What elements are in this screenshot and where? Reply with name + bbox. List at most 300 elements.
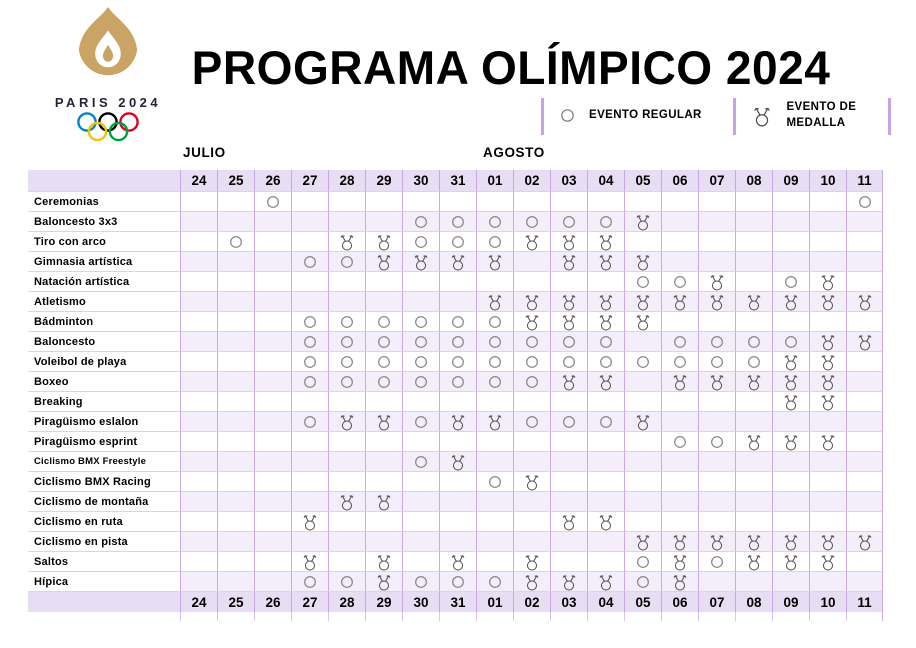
medal-event-icon: [635, 293, 651, 311]
schedule-cell: [772, 351, 809, 371]
schedule-cell: [587, 511, 624, 531]
schedule-cell: [772, 411, 809, 431]
schedule-cell: [439, 351, 476, 371]
grid-stub: [291, 612, 328, 621]
schedule-cell: [809, 371, 846, 391]
schedule-cell: [254, 331, 291, 351]
medal-event-icon: [487, 293, 503, 311]
schedule-cell: [772, 451, 809, 471]
schedule-cell: [698, 351, 735, 371]
schedule-cell: [180, 551, 217, 571]
regular-event-icon: [636, 575, 650, 589]
medal-event-icon: [672, 373, 688, 391]
regular-event-icon: [710, 435, 724, 449]
schedule-cell: [624, 191, 661, 211]
schedule-cell: [846, 311, 883, 331]
medal-event-icon: [598, 313, 614, 331]
schedule-cell: [402, 211, 439, 231]
schedule-cell: [624, 551, 661, 571]
medal-event-icon: [598, 573, 614, 591]
grid-stub: [550, 612, 587, 621]
date-footer-cell: 25: [217, 591, 254, 612]
schedule-cell: [402, 431, 439, 451]
schedule-cell: [661, 231, 698, 251]
legend-regular-label: EVENTO REGULAR: [589, 109, 702, 122]
grid-stub: [180, 612, 217, 621]
legend-divider: [888, 98, 891, 135]
schedule-cell: [217, 291, 254, 311]
date-footer-cell: 08: [735, 591, 772, 612]
schedule-cell: [550, 311, 587, 331]
schedule-cell: [846, 351, 883, 371]
schedule-cell: [476, 311, 513, 331]
regular-event-icon: [414, 575, 428, 589]
schedule-cell: [698, 371, 735, 391]
grid-stub: [28, 612, 180, 621]
schedule-cell: [476, 491, 513, 511]
schedule-cell: [661, 491, 698, 511]
schedule-cell: [550, 451, 587, 471]
schedule-cell: [254, 231, 291, 251]
schedule-cell: [180, 191, 217, 211]
date-footer-cell: 10: [809, 591, 846, 612]
regular-event-icon: [599, 215, 613, 229]
medal-event-icon: [857, 293, 873, 311]
schedule-cell: [254, 211, 291, 231]
regular-event-icon: [747, 335, 761, 349]
schedule-cell: [328, 551, 365, 571]
schedule-cell: [328, 451, 365, 471]
schedule-cell: [809, 271, 846, 291]
regular-event-icon: [451, 235, 465, 249]
regular-event-icon: [414, 335, 428, 349]
schedule-cell: [513, 311, 550, 331]
schedule-cell: [402, 351, 439, 371]
schedule-cell: [180, 491, 217, 511]
schedule-cell: [846, 271, 883, 291]
medal-event-icon: [598, 513, 614, 531]
schedule-cell: [291, 251, 328, 271]
schedule-cell: [846, 531, 883, 551]
schedule-cell: [217, 391, 254, 411]
schedule-cell: [772, 431, 809, 451]
grid-stub: [328, 612, 365, 621]
schedule-cell: [402, 531, 439, 551]
schedule-cell: [809, 471, 846, 491]
schedule-cell: [550, 511, 587, 531]
regular-event-icon: [414, 355, 428, 369]
schedule-cell: [328, 531, 365, 551]
sport-label: Saltos: [28, 551, 180, 571]
schedule-cell: [624, 331, 661, 351]
schedule-cell: [513, 431, 550, 451]
schedule-cell: [254, 471, 291, 491]
schedule-cell: [328, 391, 365, 411]
schedule-cell: [291, 551, 328, 571]
medal-event-icon: [746, 433, 762, 451]
schedule-cell: [365, 391, 402, 411]
medal-event-icon: [752, 105, 772, 127]
sport-label: Ceremonias: [28, 191, 180, 211]
medal-event-icon: [487, 413, 503, 431]
schedule-cell: [809, 291, 846, 311]
schedule-cell: [698, 211, 735, 231]
schedule-cell: [846, 331, 883, 351]
schedule-cell: [180, 231, 217, 251]
sport-label: Ciclismo BMX Freestyle: [28, 451, 180, 471]
schedule-cell: [513, 291, 550, 311]
schedule-cell: [661, 291, 698, 311]
schedule-cell: [624, 211, 661, 231]
schedule-cell: [661, 571, 698, 591]
regular-event-icon: [673, 355, 687, 369]
regular-event-icon: [340, 335, 354, 349]
schedule-cell: [587, 191, 624, 211]
schedule-cell: [772, 231, 809, 251]
schedule-cell: [180, 511, 217, 531]
schedule-cell: [439, 451, 476, 471]
medal-event-icon: [561, 513, 577, 531]
footer-corner-cell: [28, 591, 180, 612]
schedule-cell: [735, 291, 772, 311]
regular-event-icon: [340, 575, 354, 589]
schedule-cell: [217, 471, 254, 491]
schedule-cell: [217, 511, 254, 531]
sport-label: Baloncesto: [28, 331, 180, 351]
schedule-cell: [365, 331, 402, 351]
regular-event-icon: [599, 335, 613, 349]
date-header-cell: 27: [291, 170, 328, 191]
legend: [541, 96, 891, 136]
date-footer-cell: 05: [624, 591, 661, 612]
schedule-cell: [217, 571, 254, 591]
date-header-cell: 11: [846, 170, 883, 191]
medal-event-icon: [524, 233, 540, 251]
schedule-cell: [550, 331, 587, 351]
date-footer-cell: 27: [291, 591, 328, 612]
schedule-cell: [772, 291, 809, 311]
schedule-cell: [735, 191, 772, 211]
date-footer-cell: 29: [365, 591, 402, 612]
medal-event-icon: [709, 533, 725, 551]
medal-event-icon: [746, 533, 762, 551]
regular-event-icon: [562, 335, 576, 349]
schedule-cell: [550, 251, 587, 271]
schedule-cell: [439, 251, 476, 271]
schedule-cell: [735, 391, 772, 411]
date-header-cell: 28: [328, 170, 365, 191]
regular-event-icon: [377, 335, 391, 349]
medal-event-icon: [820, 373, 836, 391]
schedule-cell: [735, 551, 772, 571]
month-august-label: AGOSTO: [483, 145, 545, 160]
date-header-cell: 24: [180, 170, 217, 191]
regular-event-icon: [377, 355, 391, 369]
medal-event-icon: [376, 573, 392, 591]
schedule-cell: [661, 311, 698, 331]
date-header-cell: 03: [550, 170, 587, 191]
medal-event-icon: [746, 373, 762, 391]
sport-label: Natación artística: [28, 271, 180, 291]
schedule-cell: [661, 411, 698, 431]
medal-event-icon: [376, 253, 392, 271]
schedule-cell: [402, 291, 439, 311]
schedule-cell: [735, 351, 772, 371]
medal-event-icon: [561, 573, 577, 591]
schedule-cell: [661, 551, 698, 571]
sport-label: Ciclismo en pista: [28, 531, 180, 551]
regular-event-icon: [303, 335, 317, 349]
schedule-cell: [809, 311, 846, 331]
schedule-cell: [365, 311, 402, 331]
date-header-cell: 29: [365, 170, 402, 191]
schedule-cell: [809, 331, 846, 351]
schedule-cell: [476, 431, 513, 451]
medal-event-icon: [598, 293, 614, 311]
schedule-cell: [809, 451, 846, 471]
date-footer-cell: 07: [698, 591, 735, 612]
schedule-cell: [624, 391, 661, 411]
regular-event-icon: [488, 315, 502, 329]
schedule-cell: [291, 391, 328, 411]
grid-stub: [439, 612, 476, 621]
logo-wordmark: PARIS 2024: [54, 95, 162, 110]
regular-event-icon: [488, 335, 502, 349]
schedule-cell: [217, 311, 254, 331]
medal-event-icon: [783, 373, 799, 391]
medal-event-icon: [450, 553, 466, 571]
schedule-cell: [217, 231, 254, 251]
legend-medal-label: EVENTO DE MEDALLA: [786, 101, 857, 129]
schedule-cell: [809, 531, 846, 551]
regular-event-icon: [303, 355, 317, 369]
schedule-cell: [402, 251, 439, 271]
schedule-cell: [735, 311, 772, 331]
schedule-cell: [809, 391, 846, 411]
date-footer-cell: 04: [587, 591, 624, 612]
regular-event-icon: [784, 335, 798, 349]
medal-event-icon: [672, 573, 688, 591]
regular-event-icon: [451, 375, 465, 389]
grid-stub: [846, 612, 883, 621]
schedule-cell: [624, 451, 661, 471]
regular-event-icon: [710, 555, 724, 569]
schedule-cell: [772, 571, 809, 591]
regular-event-icon: [303, 255, 317, 269]
medal-event-icon: [820, 293, 836, 311]
legend-regular-event: [544, 108, 733, 124]
schedule-cell: [365, 571, 402, 591]
regular-event-icon: [451, 335, 465, 349]
schedule-cell: [254, 251, 291, 271]
schedule-cell: [254, 451, 291, 471]
schedule-cell: [365, 431, 402, 451]
regular-event-icon: [636, 555, 650, 569]
grid-stub: [402, 612, 439, 621]
regular-event-icon: [340, 315, 354, 329]
regular-event-icon: [451, 215, 465, 229]
schedule-cell: [402, 411, 439, 431]
medal-event-icon: [783, 293, 799, 311]
schedule-cell: [698, 291, 735, 311]
schedule-cell: [661, 331, 698, 351]
sport-label: Hípica: [28, 571, 180, 591]
medal-event-icon: [709, 373, 725, 391]
month-row: [28, 145, 883, 163]
regular-event-icon: [488, 575, 502, 589]
schedule-cell: [698, 191, 735, 211]
schedule-cell: [217, 191, 254, 211]
schedule-cell: [402, 271, 439, 291]
schedule-cell: [809, 351, 846, 371]
schedule-cell: [809, 191, 846, 211]
schedule-cell: [328, 351, 365, 371]
schedule-cell: [291, 471, 328, 491]
schedule-cell: [772, 211, 809, 231]
schedule-cell: [328, 191, 365, 211]
schedule-cell: [439, 431, 476, 451]
schedule-cell: [180, 291, 217, 311]
schedule-cell: [180, 431, 217, 451]
schedule-cell: [661, 431, 698, 451]
sport-label: Bádminton: [28, 311, 180, 331]
schedule-cell: [439, 271, 476, 291]
date-footer-cell: 28: [328, 591, 365, 612]
regular-event-icon: [488, 235, 502, 249]
regular-event-icon: [784, 275, 798, 289]
schedule-cell: [180, 311, 217, 331]
schedule-cell: [365, 411, 402, 431]
medal-event-icon: [376, 233, 392, 251]
schedule-cell: [513, 571, 550, 591]
medal-event-icon: [672, 293, 688, 311]
medal-event-icon: [561, 373, 577, 391]
schedule-cell: [846, 291, 883, 311]
schedule-cell: [735, 271, 772, 291]
regular-event-icon: [525, 215, 539, 229]
medal-event-icon: [746, 293, 762, 311]
medal-event-icon: [339, 493, 355, 511]
schedule-cell: [402, 471, 439, 491]
schedule-cell: [217, 491, 254, 511]
medal-event-icon: [783, 433, 799, 451]
sport-label: Piragüismo esprint: [28, 431, 180, 451]
schedule-cell: [735, 251, 772, 271]
schedule-cell: [698, 251, 735, 271]
grid-stub: [624, 612, 661, 621]
schedule-cell: [439, 191, 476, 211]
medal-event-icon: [302, 553, 318, 571]
schedule-cell: [291, 511, 328, 531]
sport-label: Ciclismo en ruta: [28, 511, 180, 531]
schedule-cell: [328, 311, 365, 331]
sport-label: Baloncesto 3x3: [28, 211, 180, 231]
medal-event-icon: [561, 313, 577, 331]
schedule-cell: [624, 291, 661, 311]
schedule-cell: [513, 371, 550, 391]
medal-event-icon: [561, 233, 577, 251]
date-header-cell: 26: [254, 170, 291, 191]
schedule-cell: [180, 351, 217, 371]
schedule-cell: [328, 231, 365, 251]
schedule-cell: [772, 471, 809, 491]
schedule-cell: [550, 191, 587, 211]
schedule-cell: [291, 231, 328, 251]
schedule-cell: [846, 211, 883, 231]
schedule-cell: [809, 571, 846, 591]
regular-event-icon: [229, 235, 243, 249]
date-footer-cell: 06: [661, 591, 698, 612]
medal-event-icon: [857, 333, 873, 351]
page-title: PROGRAMA OLÍMPICO 2024: [191, 41, 831, 94]
schedule-cell: [217, 271, 254, 291]
medal-event-icon: [820, 353, 836, 371]
schedule-cell: [476, 471, 513, 491]
schedule-cell: [328, 211, 365, 231]
regular-event-icon: [303, 375, 317, 389]
schedule-cell: [513, 231, 550, 251]
schedule-cell: [476, 271, 513, 291]
medal-event-icon: [672, 533, 688, 551]
sport-label: Atletismo: [28, 291, 180, 311]
regular-event-icon: [710, 335, 724, 349]
schedule-cell: [698, 311, 735, 331]
grid-stub: [735, 612, 772, 621]
medal-event-icon: [598, 233, 614, 251]
legend-medal-event: [736, 100, 888, 131]
schedule-cell: [328, 511, 365, 531]
schedule-cell: [291, 371, 328, 391]
regular-event-icon: [488, 215, 502, 229]
schedule-cell: [698, 391, 735, 411]
medal-event-icon: [820, 433, 836, 451]
grid-stub: [661, 612, 698, 621]
schedule-cell: [661, 351, 698, 371]
schedule-cell: [809, 251, 846, 271]
schedule-cell: [587, 351, 624, 371]
date-header-cell: 02: [513, 170, 550, 191]
schedule-cell: [846, 371, 883, 391]
schedule-cell: [661, 391, 698, 411]
schedule-cell: [476, 531, 513, 551]
schedule-cell: [291, 411, 328, 431]
schedule-cell: [513, 191, 550, 211]
schedule-cell: [476, 351, 513, 371]
schedule-cell: [587, 331, 624, 351]
schedule-cell: [402, 231, 439, 251]
regular-event-icon: [636, 275, 650, 289]
schedule-cell: [661, 191, 698, 211]
schedule-cell: [217, 211, 254, 231]
schedule-cell: [772, 511, 809, 531]
schedule-cell: [550, 491, 587, 511]
schedule-cell: [735, 491, 772, 511]
date-header-cell: 07: [698, 170, 735, 191]
schedule-cell: [513, 211, 550, 231]
schedule-cell: [661, 211, 698, 231]
schedule-cell: [587, 551, 624, 571]
schedule-cell: [365, 191, 402, 211]
regular-event-icon: [525, 415, 539, 429]
schedule-cell: [624, 511, 661, 531]
regular-event-icon: [414, 375, 428, 389]
schedule-cell: [587, 371, 624, 391]
schedule-cell: [365, 531, 402, 551]
schedule-cell: [624, 371, 661, 391]
medal-event-icon: [783, 393, 799, 411]
date-footer-cell: 03: [550, 591, 587, 612]
schedule-cell: [735, 331, 772, 351]
